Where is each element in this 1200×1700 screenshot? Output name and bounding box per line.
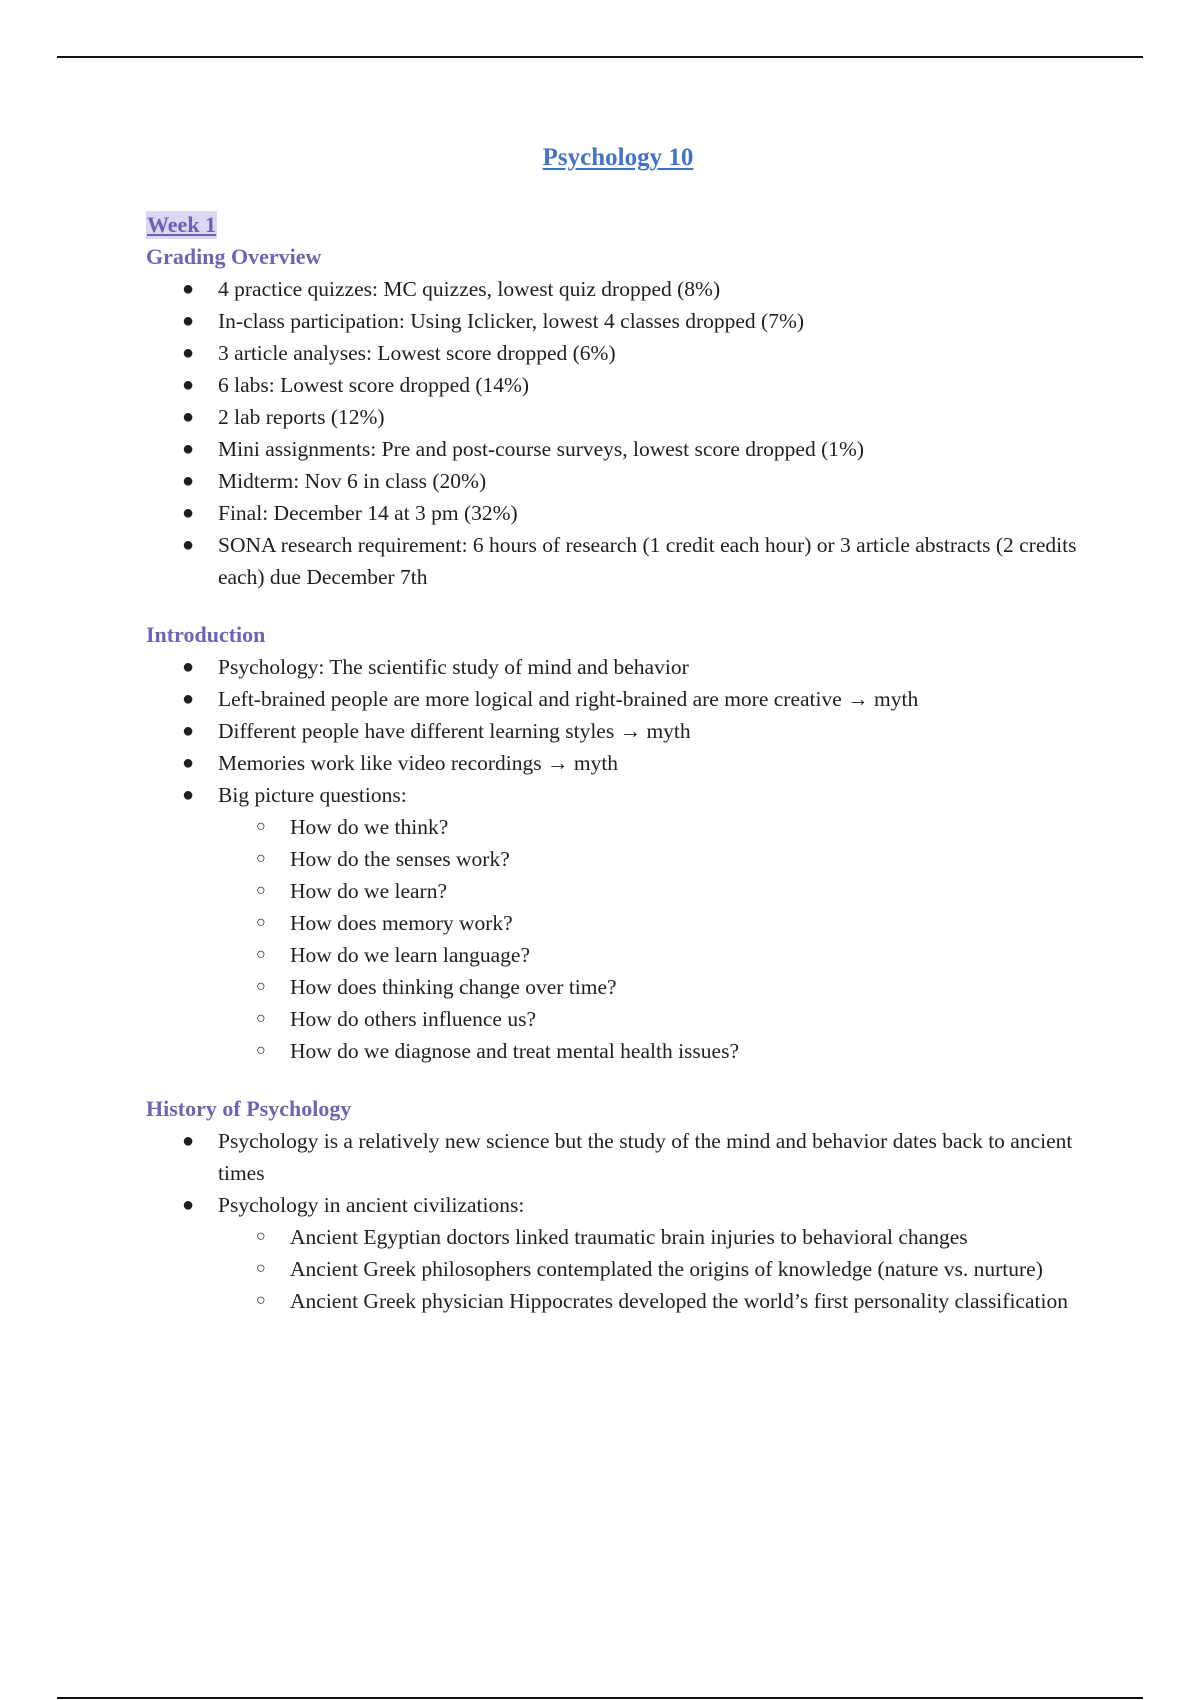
sublist-item <box>256 843 1106 875</box>
list-item <box>182 273 1106 305</box>
list-item-text: In-class participation: Using Iclicker, lowest 4 classes dropped (7%) <box>218 309 805 333</box>
list-item-text: Mini assignments: Pre and post-course surveys, lowest score dropped (1%) <box>218 437 865 461</box>
bullet-icon: ● <box>182 278 195 300</box>
list-item <box>182 305 1106 337</box>
week-label-row <box>146 211 1106 239</box>
hollow-bullet-icon: ○ <box>256 914 266 931</box>
sublist-item-text: Ancient Greek philosophers contemplated the origins of knowledge (nature vs. nurture) <box>290 1257 1043 1281</box>
list-item <box>182 715 1106 747</box>
bullet-icon: ● <box>182 1194 195 1216</box>
list-item-text: Memories work like video recordings → myth <box>218 751 619 775</box>
list-item <box>182 1189 1106 1317</box>
bullet-icon: ● <box>182 310 195 332</box>
bullet-icon: ● <box>182 688 195 710</box>
hollow-bullet-icon: ○ <box>256 1292 266 1309</box>
list-item-text: 4 practice quizzes: MC quizzes, lowest quiz dropped (8%) <box>218 277 721 301</box>
sublist-item <box>256 811 1106 843</box>
sublist-item-text: How do the senses work? <box>290 847 510 871</box>
hollow-bullet-icon: ○ <box>256 882 266 899</box>
sublist-item <box>256 1221 1106 1253</box>
list-item-text: Psychology: The scientific study of mind and behavior <box>218 655 689 679</box>
list-item-text: Big picture questions: <box>218 783 407 807</box>
ancient-civilizations-sublist <box>218 1221 1106 1317</box>
list-item <box>182 369 1106 401</box>
hollow-bullet-icon: ○ <box>256 818 266 835</box>
sublist-item-text: How do others influence us? <box>290 1007 536 1031</box>
section-heading: Grading Overview <box>146 244 322 269</box>
bullet-icon: ● <box>182 784 195 806</box>
page-bottom-rule <box>57 1697 1143 1699</box>
sublist-item <box>256 1035 1106 1067</box>
list-item-text: 3 article analyses: Lowest score dropped (6%) <box>218 341 616 365</box>
list-item-text: 6 labs: Lowest score dropped (14%) <box>218 373 530 397</box>
hollow-bullet-icon: ○ <box>256 1228 266 1245</box>
grading-list <box>146 273 1106 593</box>
list-item-text: Left-brained people are more logical and right-brained are more creative → myth <box>218 687 919 711</box>
list-item <box>182 497 1106 529</box>
hollow-bullet-icon: ○ <box>256 1042 266 1059</box>
section-history-of-psychology <box>146 1093 1106 1317</box>
sublist-item-text: Ancient Greek physician Hippocrates developed the world’s first personality classification <box>290 1289 1068 1313</box>
hollow-bullet-icon: ○ <box>256 1260 266 1277</box>
list-item-text: 2 lab reports (12%) <box>218 405 385 429</box>
bullet-icon: ● <box>182 342 195 364</box>
bullet-icon: ● <box>182 438 195 460</box>
bullet-icon: ● <box>182 534 195 556</box>
list-item <box>182 779 1106 1067</box>
list-item-text: Psychology in ancient civilizations: <box>218 1193 525 1217</box>
list-item <box>182 651 1106 683</box>
page-top-rule <box>57 56 1143 58</box>
list-item-text: Midterm: Nov 6 in class (20%) <box>218 469 487 493</box>
sublist-item <box>256 875 1106 907</box>
section-heading: Introduction <box>146 622 266 647</box>
list-item-text: Final: December 14 at 3 pm (32%) <box>218 501 518 525</box>
list-item <box>182 337 1106 369</box>
hollow-bullet-icon: ○ <box>256 850 266 867</box>
document-body <box>146 211 1106 1317</box>
sublist-item-text: How does memory work? <box>290 911 513 935</box>
list-item <box>182 683 1106 715</box>
bullet-icon: ● <box>182 720 195 742</box>
sublist-item <box>256 907 1106 939</box>
list-item <box>182 465 1106 497</box>
bullet-icon: ● <box>182 470 195 492</box>
introduction-list <box>146 651 1106 1067</box>
list-item <box>182 433 1106 465</box>
sublist-item <box>256 1003 1106 1035</box>
list-item <box>182 401 1106 433</box>
week-label: Week 1 <box>147 212 217 237</box>
sublist-item-text: How do we learn language? <box>290 943 530 967</box>
hollow-bullet-icon: ○ <box>256 978 266 995</box>
section-introduction <box>146 619 1106 1067</box>
sublist-item-text: How does thinking change over time? <box>290 975 617 999</box>
sublist-item <box>256 1285 1106 1317</box>
document-title: Psychology 10 <box>542 144 694 171</box>
sublist-item-text: Ancient Egyptian doctors linked traumatic brain injuries to behavioral changes <box>290 1225 968 1249</box>
sublist-item-text: How do we learn? <box>290 879 448 903</box>
list-item-text: Different people have different learning styles → myth <box>218 719 691 743</box>
list-item <box>182 529 1106 593</box>
hollow-bullet-icon: ○ <box>256 1010 266 1027</box>
hollow-bullet-icon: ○ <box>256 946 266 963</box>
section-grading-overview <box>146 241 1106 593</box>
sublist-item-text: How do we diagnose and treat mental health issues? <box>290 1039 739 1063</box>
bullet-icon: ● <box>182 374 195 396</box>
sublist-item-text: How do we think? <box>290 815 449 839</box>
list-item <box>182 1125 1106 1189</box>
bullet-icon: ● <box>182 656 195 678</box>
sublist-item <box>256 1253 1106 1285</box>
bullet-icon: ● <box>182 1130 195 1152</box>
history-list <box>146 1125 1106 1317</box>
big-picture-sublist <box>218 811 1106 1067</box>
bullet-icon: ● <box>182 406 195 428</box>
list-item <box>182 747 1106 779</box>
section-heading: History of Psychology <box>146 1096 352 1121</box>
list-item-text: SONA research requirement: 6 hours of research (1 credit each hour) or 3 article abstracts (2 credits each) due December 7th <box>218 533 1077 589</box>
bullet-icon: ● <box>182 502 195 524</box>
list-item-text: Psychology is a relatively new science but the study of the mind and behavior dates back to ancient times <box>218 1129 1073 1185</box>
bullet-icon: ● <box>182 752 195 774</box>
sublist-item <box>256 939 1106 971</box>
sublist-item <box>256 971 1106 1003</box>
